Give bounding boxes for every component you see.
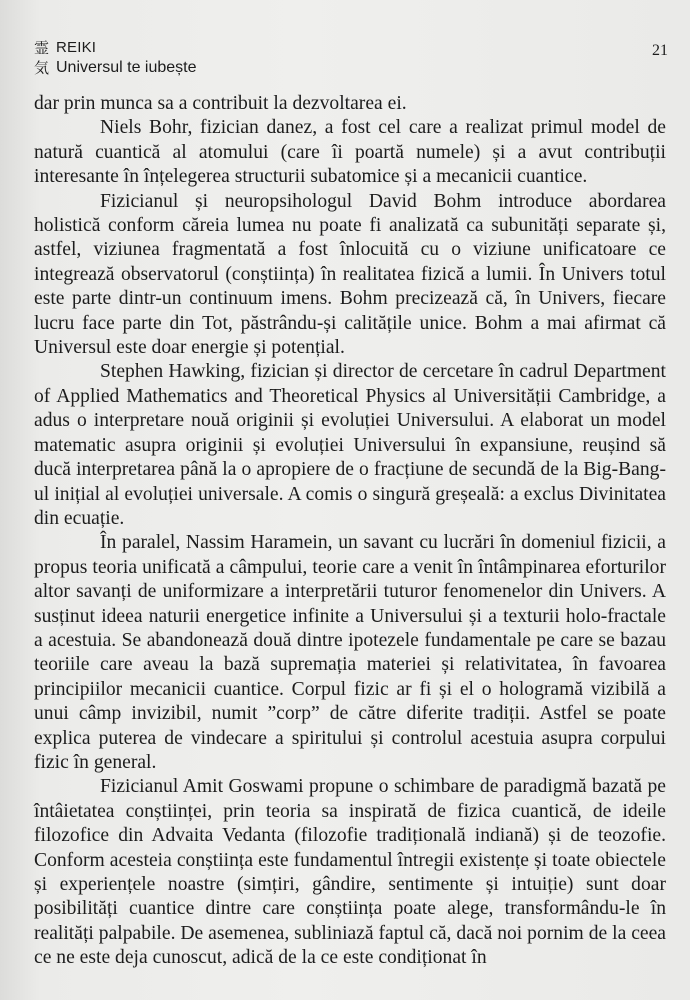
header-subtitle: Universul te iubește: [56, 59, 197, 76]
paragraph: dar prin munca sa a contribuit la dezvoltarea ei.: [34, 93, 407, 114]
header-line-reiki: [34, 38, 674, 58]
page-number: 21: [652, 42, 668, 59]
ki-kanji-icon: 気: [34, 59, 50, 77]
header-title: REIKI: [56, 39, 97, 56]
body-text: [34, 92, 666, 971]
paragraph: În paralel, Nassim Haramein, un savant cu lucrări în domeniul fizicii, a propus teoria unificată a câmpului, teorie care a venit în întâmpinarea eforturilor altor savanți de uniformizare a interpretării tuturor fenomenelor din Univers. A susținut ideea naturii energetice infinite a Universului și a texturii holo-fractale a acestuia. Se abandonează două dintre ipotezele fundamentale pe care se bazau teoriile care aveau la bază supremația materiei și relativitatea, în favoarea principiilor mecanicii cuantice. Corpul fizic ar fi și el o hologramă vizibilă a unui câmp invizibil, numit ”corp” de către diferite tradiții. Astfel se poate explica puterea de vindecare a spiritului și controlul acestuia asupra corpului fizic în general.: [34, 532, 666, 773]
rei-kanji-icon: 霊: [34, 39, 50, 57]
running-header: [34, 38, 674, 84]
paragraph: Stephen Hawking, fizician și director de cercetare în cadrul Department of Applied Mathematics and Theoretical Physics al Universității Cambridge, a adus o interpretare nouă originii și evoluției Universului. A elaborat un model matematic asupra originii și evoluției Universului în expansiune, reușind să ducă interpretarea până la o apropiere de o fracțiune de secundă de la Big-Bang-ul inițial al evoluției universale. A comis o singură greșeală: a exclus Divinitatea din ecuație.: [34, 361, 666, 529]
paragraph: Fizicianul Amit Goswami propune o schimbare de paradigmă bazată pe întâietatea conștiinței, prin teoria sa inspirată de fizica cuantică, de ideile filozofice din Advaita Vedanta (filozofie tradițională indiană) și de teozofie. Conform acesteia conștiința este fundamentul întregii existențe și toate obiectele și experiențele noastre (simțiri, gândire, sentimente și intuiție) sunt doar posibilități cuantice dintre care conștiința poate alege, transformându-le în realități palpabile. De asemenea, subliniază faptul că, dacă noi pornim de la ceea ce ne este deja cunoscut, adică de la ce este condiționat în: [34, 776, 666, 969]
paragraph: Niels Bohr, fizician danez, a fost cel care a realizat primul model de natură cuantică al atomului (care îi poartă numele) și a avut contribuții interesante în înțelegerea structurii subatomice și a mecanicii cuantice.: [34, 117, 666, 188]
header-line-subtitle: [34, 58, 674, 78]
paragraph: Fizicianul și neuropsihologul David Bohm introduce abordarea holistică conform căreia lumea nu poate fi analizată ca subunități separate și, astfel, viziunea fragmentată a fost înlocuită cu o viziune unificatoare ce integrează observatorul (conștiința) în realitatea fizică a lumii. În Univers totul este parte dintr-un continuum imens. Bohm precizează că, în Univers, fiecare lucru face parte din Tot, păstrându-și calitățile unice. Bohm a mai afirmat că Universul este doar energie și potențial.: [34, 190, 666, 359]
